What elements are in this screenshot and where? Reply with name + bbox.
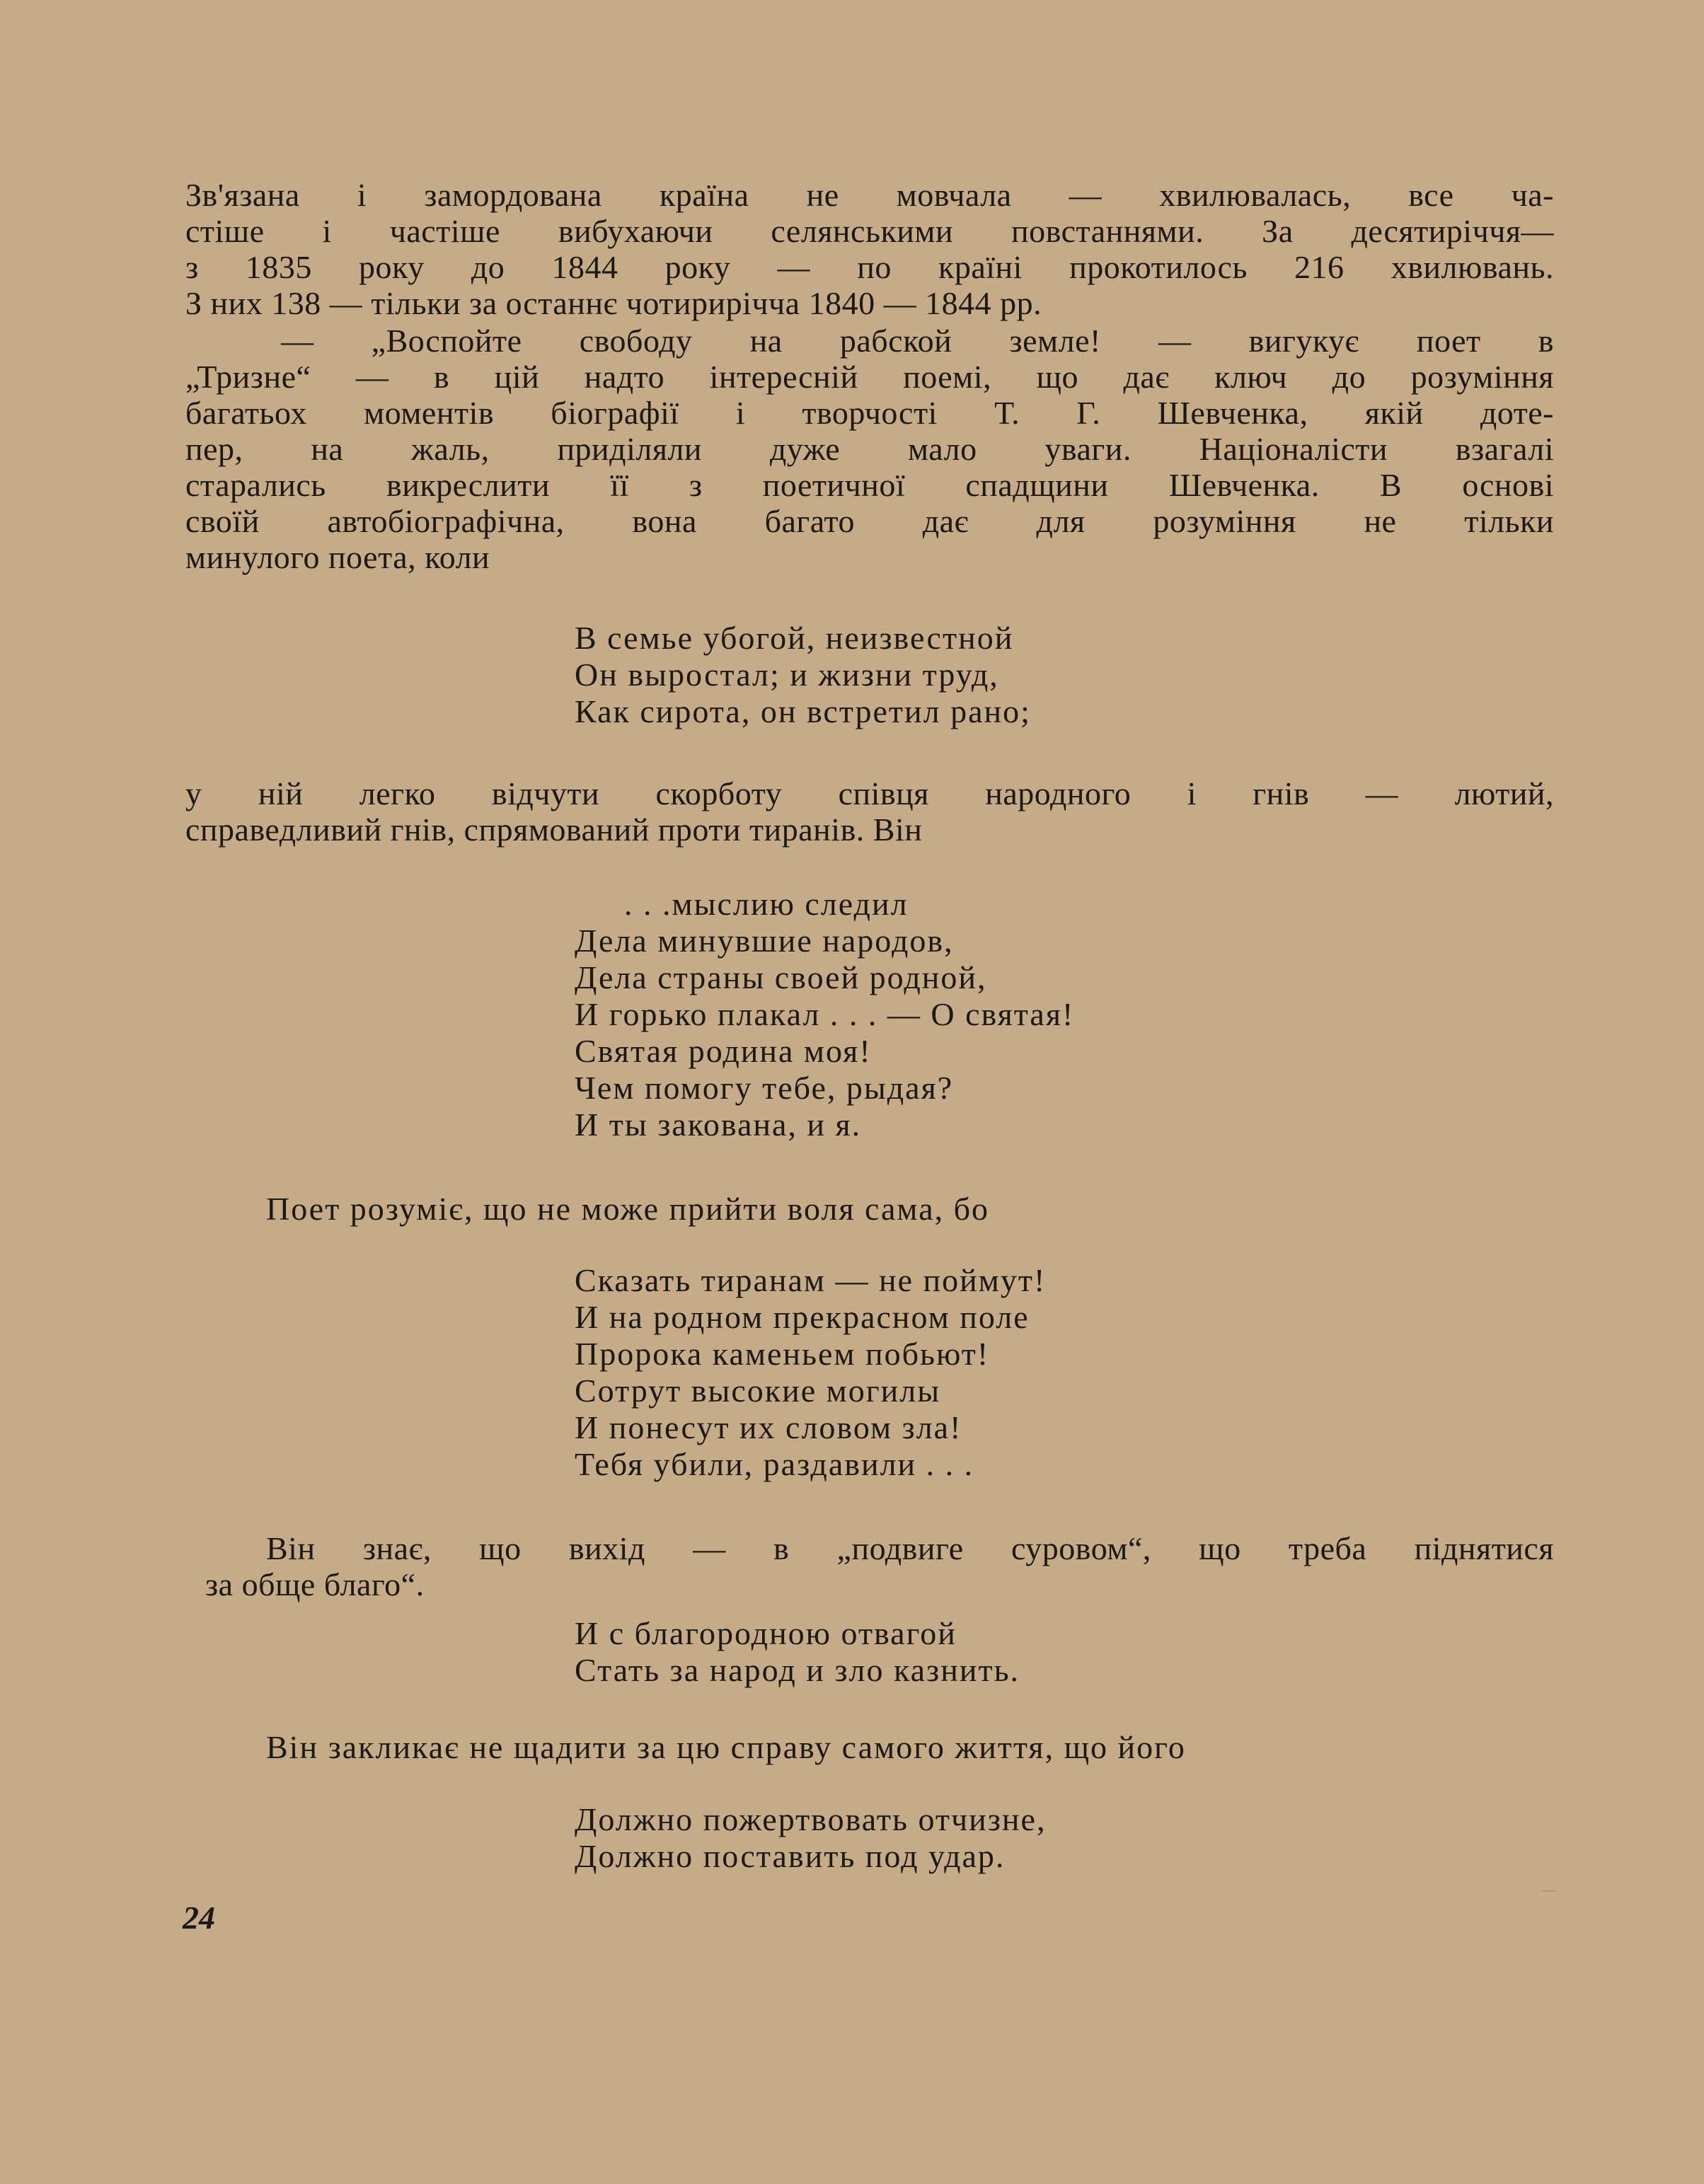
- text-line: пер, на жаль, приділяли дуже мало уваги. Націоналісти взагалі: [185, 431, 1554, 467]
- text-line: „Тризне“ — в цій надто інтересній поемі, що дає ключ до розуміння: [185, 359, 1554, 395]
- verse-line: И понесут их словом зла!: [575, 1409, 962, 1445]
- page-number: 24: [183, 1900, 215, 1936]
- verse-line: Пророка каменьем побьют!: [575, 1336, 990, 1372]
- text-line: у ній легко відчути скорботу співця народного і гнів — лютий,: [185, 775, 1554, 811]
- paragraph-5: [205, 1530, 1554, 1602]
- verse-line: Как сирота, он встретил рано;: [575, 693, 1031, 729]
- paragraph-3: [185, 775, 1554, 848]
- verse-quote-3: [575, 1262, 1046, 1483]
- verse-line: И ты закована, и я.: [575, 1107, 862, 1143]
- verse-line: Дела страны своей родной,: [575, 959, 987, 995]
- text-line: багатьох моментів біографії і творчості Т. Г. Шевченка, якій доте-: [185, 395, 1554, 431]
- text-line: з 1835 року до 1844 року — по країні прокотилось 216 хвилювань.: [185, 249, 1554, 285]
- verse-line: Чем помогу тебе, рыдая?: [575, 1070, 954, 1106]
- text-line: за обще благо“.: [205, 1566, 425, 1602]
- text-line: своїй автобіографічна, вона багато дає для розуміння не тільки: [185, 503, 1554, 539]
- verse-line: Должно поставить под удар.: [575, 1838, 1006, 1874]
- verse-line: И горько плакал . . . — О святая!: [575, 996, 1075, 1032]
- verse-line: И на родном прекрасном поле: [575, 1299, 1030, 1335]
- verse-quote-5: [575, 1801, 1046, 1875]
- verse-line: Дела минувшие народов,: [575, 923, 954, 959]
- verse-quote-4: [575, 1615, 1020, 1689]
- paragraph-1: [185, 177, 1554, 321]
- verse-line: . . .мыслию следил: [624, 886, 909, 922]
- paragraph-4: [266, 1191, 1313, 1227]
- text-line: справедливий гнів, спрямований проти тиранів. Він: [185, 811, 923, 848]
- verse-line: В семье убогой, неизвестной: [575, 620, 1014, 656]
- text-line: Він знає, що вихід — в „подвиге суровом“, що треба піднятися: [266, 1530, 1554, 1566]
- text-line: З них 138 — тільки за останнє чотирирічча 1840 — 1844 рр.: [185, 285, 1042, 321]
- verse-line: Должно пожертвовать отчизне,: [575, 1801, 1047, 1837]
- scan-mark: [1543, 1890, 1557, 1892]
- text-line: Він закликає не щадити за цю справу самого життя, що його: [266, 1729, 1186, 1765]
- verse-line: Он выростал; и жизни труд,: [575, 657, 999, 693]
- verse-line: И с благородною отвагой: [575, 1615, 957, 1651]
- verse-line: Тебя убили, раздавили . . .: [575, 1446, 974, 1482]
- verse-line: Святая родина моя!: [575, 1033, 872, 1069]
- verse-quote-1: [575, 620, 1031, 730]
- verse-line: Стать за народ и зло казнить.: [575, 1652, 1020, 1688]
- text-line: минулого поета, коли: [185, 539, 490, 575]
- text-line: стіше і частіше вибухаючи селянськими повстаннями. За десятиріччя—: [185, 213, 1554, 249]
- paragraph-2: [185, 323, 1554, 575]
- verse-quote-2: [575, 886, 1074, 1143]
- verse-line: Сотрут высокие могилы: [575, 1373, 941, 1409]
- text-line: старались викреслити її з поетичної спадщини Шевченка. В основі: [185, 467, 1554, 503]
- text-line: Поет розуміє, що не може прийти воля сама, бо: [266, 1191, 990, 1227]
- text-line: — „Воспойте свободу на рабской земле! — вигукує поет в: [281, 323, 1554, 359]
- verse-line: Сказать тиранам — не поймут!: [575, 1262, 1047, 1298]
- text-line: Зв'язана і замордована країна не мовчала — хвилювалась, все ча-: [185, 177, 1554, 213]
- paragraph-6: [266, 1729, 1540, 1765]
